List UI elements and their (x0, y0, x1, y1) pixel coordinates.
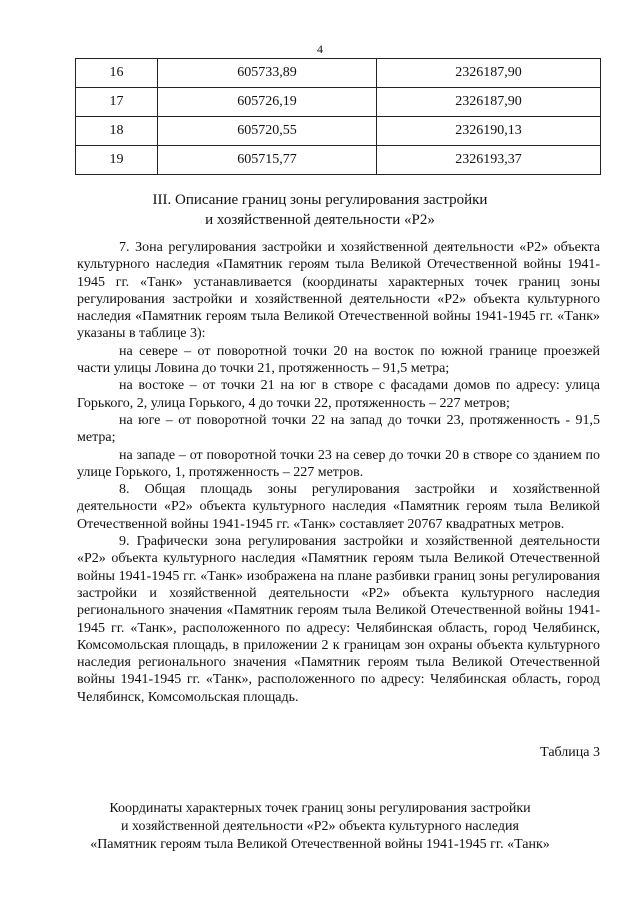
coordinates-table (75, 58, 601, 175)
point-number-cell: 17 (76, 88, 158, 117)
point-number-cell: 16 (76, 59, 158, 88)
x-coordinate-cell: 605720,55 (158, 117, 377, 146)
x-coordinate-cell: 605726,19 (158, 88, 377, 117)
y-coordinate-cell: 2326187,90 (377, 88, 601, 117)
paragraph-7: 7. Зона регулирования застройки и хозяйственной деятельности «Р2» объекта культурного наследия «Памятник героям тыла Великой Отечественной войны 1941-1945 гг. «Танк» устанавливается (координаты характерных точек границ зоны регулирования застройки и хозяйственной деятельности «Р2» объекта культурного наследия «Памятник героям тыла Великой Отечественной войны 1941-1945 гг. «Танк» указаны в таблице 3): (77, 240, 600, 342)
table-3-title-line1: Координаты характерных точек границ зоны регулирования застройки (109, 801, 531, 816)
paragraph-west-boundary: на западе – от поворотной точки 23 на север до точки 20 в створе со зданием по улице Горького, 1, протяженность – 227 метров. (77, 447, 600, 480)
point-number-cell: 19 (76, 146, 158, 175)
section-3-body (77, 239, 600, 706)
paragraph-north-boundary: на севере – от поворотной точки 20 на восток по южной границе проезжей части улицы Ловина до точки 21, протяженность – 91,5 метра; (77, 343, 600, 377)
y-coordinate-cell: 2326190,13 (377, 117, 601, 146)
table-row (76, 59, 601, 88)
section-3-title-line1: III. Описание границ зоны регулирования застройки (152, 192, 488, 208)
paragraph-east-boundary: на востоке – от точки 21 на юг в створе с фасадами домов по адресу: улица Горького, 2, улица Горького, 4 до точки 22, протяженность – 227 метров; (77, 378, 600, 411)
table-3-label: Таблица 3 (540, 745, 600, 760)
section-3-heading (0, 190, 640, 230)
table-row (76, 88, 601, 117)
y-coordinate-cell: 2326187,90 (377, 59, 601, 88)
page-number: 4 (317, 42, 323, 56)
table-row (76, 146, 601, 175)
point-number-cell: 18 (76, 117, 158, 146)
section-3-title-line2: и хозяйственной деятельности «Р2» (205, 212, 435, 228)
paragraph-south-boundary: на юге – от поворотной точки 22 на запад до точки 23, протяженность - 91,5 метра; (77, 412, 600, 446)
x-coordinate-cell: 605733,89 (158, 59, 377, 88)
paragraph-8: 8. Общая площадь зоны регулирования застройки и хозяйственной деятельности «Р2» объекта культурного наследия «Памятник героям тыла Великой Отечественной войны 1941-1945 гг. «Танк» составляет 20767 квадратных метров. (77, 482, 600, 532)
table-3-title (0, 800, 640, 854)
x-coordinate-cell: 605715,77 (158, 146, 377, 175)
table-row (76, 117, 601, 146)
y-coordinate-cell: 2326193,37 (377, 146, 601, 175)
table-3-title-line2: и хозяйственной деятельности «Р2» объекта культурного наследия (121, 819, 519, 834)
table-3-title-line3: «Памятник героям тыла Великой Отечественной войны 1941-1945 гг. «Танк» (90, 837, 550, 852)
paragraph-9: 9. Графически зона регулирования застройки и хозяйственной деятельности «Р2» объекта культурного наследия «Памятник героям тыла Великой Отечественной войны 1941-1945 гг. «Танк» изображена на плане разбивки границ зоны регулирования застройки и хозяйственной деятельности «Р2» объекта культурного наследия регионального значения «Памятник героям тыла Великой Отечественной войны 1941-1945 гг. «Танк», расположенного по адресу: Челябинская область, город Челябинск, Комсомольская площадь, в приложении 2 к границам зон охраны объекта культурного наследия регионального значения «Памятник героям тыла Великой Отечественной войны 1941-1945 гг. «Танк», расположенного по адресу: Челябинская область, город Челябинск, Комсомольская площадь. (77, 534, 600, 705)
